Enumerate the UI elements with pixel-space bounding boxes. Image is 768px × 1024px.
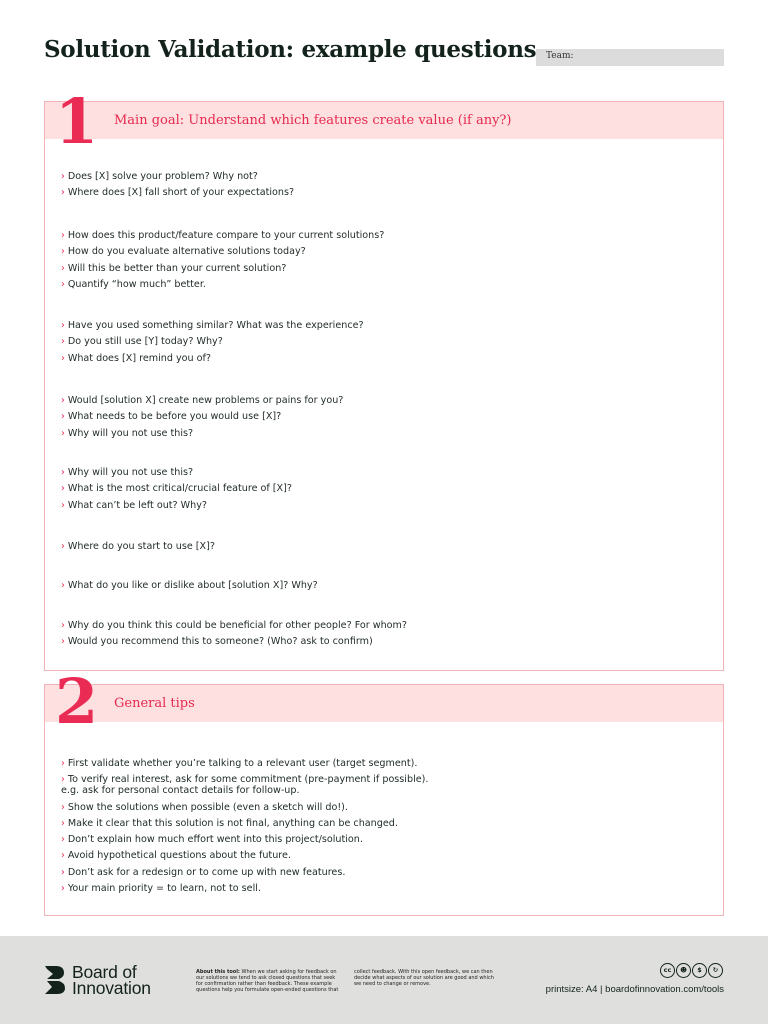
chevron-right-icon: › [61,467,65,478]
tip-continuation: e.g. ask for personal contact details for follow-up. [61,784,300,796]
question-text: What does [X] remind you of? [67,352,212,364]
tip-item [61,865,711,881]
question-text: Where does [X] fall short of your expectations? [67,187,295,199]
logo-text [72,964,151,996]
chevron-right-icon: › [61,580,65,591]
question-item [61,169,711,185]
tip-text: To verify real interest, ask for some commitment (pre-payment if possible). [67,774,429,786]
sa-icon: ↻ [708,963,723,978]
chevron-right-icon: › [61,866,65,878]
chevron-right-icon: › [61,850,65,862]
question-text: Will this be better than your current solution? [67,262,287,274]
question-group [61,393,711,442]
about-tool-text-2: collect feedback. With this open feedback, we can then decide what aspects of our solution are good and which we need to change or remove. [354,969,494,987]
tip-item [61,881,711,897]
by-icon: ☻ [676,963,691,978]
tip-text: Show the solutions when possible (even a sketch will do!). [67,801,348,813]
section-header [45,85,723,158]
section-number: 1 [55,85,99,158]
question-item [61,277,711,293]
question-text: Where do you start to use [X]? [67,541,215,552]
question-group [61,465,711,514]
question-text: What needs to be before you would use [X]? [67,411,282,423]
question-text: How do you evaluate alternative solutions today? [67,246,306,258]
question-item [61,465,711,481]
question-item [61,409,711,425]
question-group [61,578,711,594]
section-header [45,665,723,738]
question-item [61,185,711,201]
question-text: Have you used something similar? What was the experience? [67,320,364,331]
question-item [61,426,711,442]
chevron-right-icon: › [61,171,65,182]
tip-text: Don’t explain how much effort went into this project/solution. [67,834,363,846]
footer [0,936,768,1024]
nc-icon: $ [692,963,707,978]
question-text: Quantify “how much” better. [67,278,206,290]
chevron-right-icon: › [61,278,65,290]
board-of-innovation-logo[interactable] [44,964,151,996]
chevron-right-icon: › [61,774,65,786]
about-label: About this tool: [196,969,240,975]
chevron-right-icon: › [61,427,65,439]
question-group [61,618,711,651]
question-item [61,318,711,334]
page-title: Solution Validation: example questions [44,36,537,63]
question-item [61,261,711,277]
question-text: Does [X] solve your problem? Why not? [67,171,258,182]
question-item [61,481,711,497]
chevron-right-icon: › [61,230,65,241]
logo-line1: Board of [72,962,137,982]
question-text: How does this product/feature compare to your current solutions? [67,230,385,241]
chevron-right-icon: › [61,758,65,769]
about-text-1: When we start asking for feedback on our solutions we tend to ask closed questions that seek for confirmation rather than feedback. These example questions help you formulate open-ended questions that [196,969,339,993]
chevron-right-icon: › [61,395,65,406]
chevron-right-icon: › [61,834,65,846]
section-title: General tips [114,696,195,711]
question-text: Why will you not use this? [67,467,194,478]
chevron-right-icon: › [61,499,65,511]
question-item [61,578,711,594]
question-group [61,318,711,367]
question-item [61,334,711,350]
question-text: Would you recommend this to someone? (Who? ask to confirm) [67,636,373,648]
section-title: Main goal: Understand which features create value (if any?) [114,113,512,128]
chevron-right-icon: › [61,883,65,895]
question-text: Do you still use [Y] today? Why? [67,336,223,348]
chevron-right-icon: › [61,541,65,552]
chevron-right-icon: › [61,636,65,648]
question-text: Why do you think this could be beneficial for other people? For whom? [67,620,407,631]
chevron-right-icon: › [61,483,65,495]
section-main-goal [44,85,724,671]
license-icons [660,963,723,978]
question-item [61,498,711,514]
logo-mark-icon [44,965,66,995]
cc-icon: cc [660,963,675,978]
section-number: 2 [55,665,99,738]
chevron-right-icon: › [61,187,65,199]
question-group [61,228,711,293]
chevron-right-icon: › [61,352,65,364]
printsize-link[interactable]: printsize: A4 | boardofinnovation.com/tools [545,984,724,995]
chevron-right-icon: › [61,336,65,348]
question-text: Why will you not use this? [67,427,194,439]
tip-item [61,832,711,848]
tip-text: Your main priority = to learn, not to sell. [67,883,261,895]
tips-list [61,756,711,897]
question-text: What is the most critical/crucial feature of [X]? [67,483,292,495]
question-text: What can’t be left out? Why? [67,499,208,511]
question-item [61,228,711,244]
chevron-right-icon: › [61,817,65,829]
logo-line2: Innovation [72,978,151,998]
tip-text: Make it clear that this solution is not final, anything can be changed. [67,817,398,829]
chevron-right-icon: › [61,620,65,631]
question-text: Would [solution X] create new problems or pains for you? [67,395,344,406]
question-item [61,351,711,367]
question-item [61,539,711,555]
chevron-right-icon: › [61,801,65,813]
tip-text: First validate whether you’re talking to a relevant user (target segment). [67,758,418,769]
chevron-right-icon: › [61,262,65,274]
chevron-right-icon: › [61,320,65,331]
tip-item [61,800,711,816]
question-item [61,244,711,260]
team-field[interactable]: Team: [536,49,724,66]
tip-item [61,848,711,864]
tip-text: Avoid hypothetical questions about the future. [67,850,291,862]
question-group [61,169,711,202]
question-item [61,618,711,634]
section-general-tips [44,665,724,916]
question-group [61,539,711,555]
chevron-right-icon: › [61,411,65,423]
chevron-right-icon: › [61,246,65,258]
about-tool-text [196,969,341,993]
tip-item [61,756,711,772]
tip-item [61,816,711,832]
question-item [61,634,711,650]
tip-text: Don’t ask for a redesign or to come up with new features. [67,866,346,878]
question-text: What do you like or dislike about [solution X]? Why? [67,580,318,591]
question-item [61,393,711,409]
